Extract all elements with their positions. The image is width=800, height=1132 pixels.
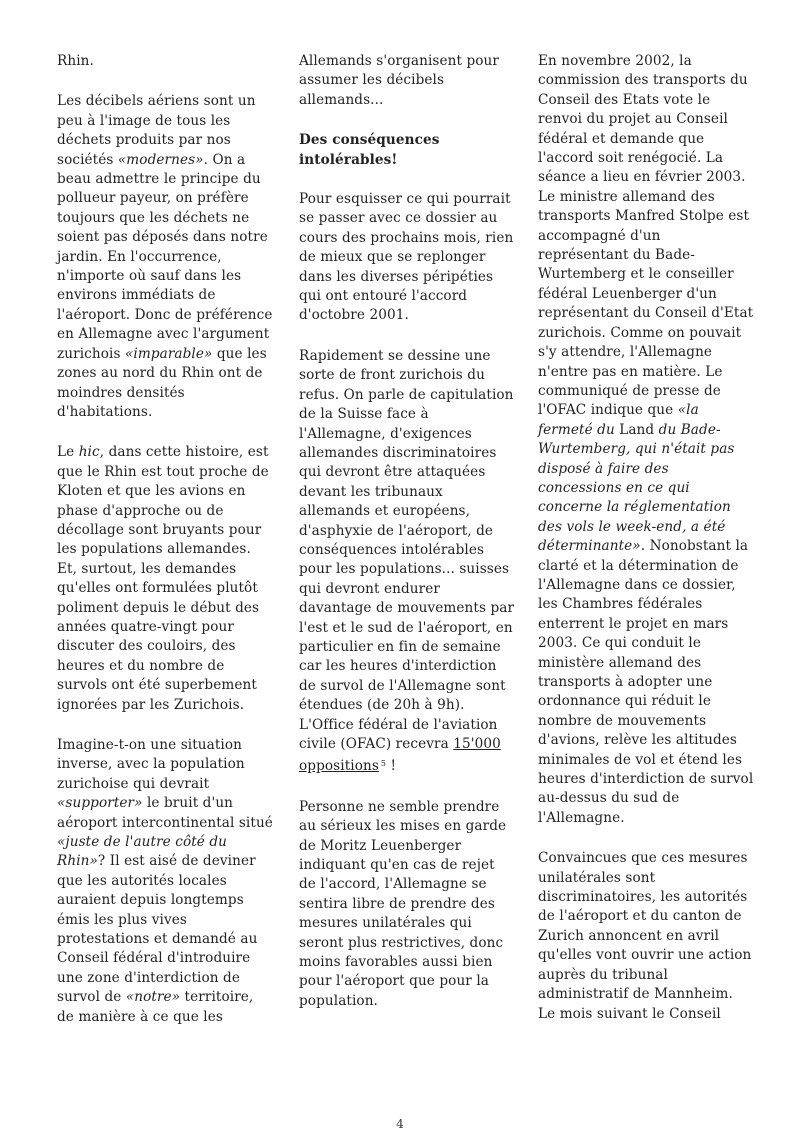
paragraph: Allemands s'organisent pour assumer les décibels allemands... bbox=[299, 53, 500, 108]
text-column-1 bbox=[57, 52, 273, 1048]
paragraph: Personne ne semble prendre au sérieux les mises en garde de Moritz Leuenberger indiquant qu'en cas de rejet de l'accord, l'Allemagne se sentira libre de prendre des mesures unilatérales qui seront plus restrictives, donc moins favorables aussi bien pour l'aéroport que pour la population. bbox=[299, 798, 507, 1009]
paragraph: Convaincues que ces mesures unilatérales sont discriminatoires, les autorités de l'aéroport et du canton de Zurich annoncent en avril qu'elles vont ouvrir une action auprès du tribunal administratif de Mannheim. Le mois suivant le Conseil bbox=[538, 850, 752, 1022]
paragraph: Rhin. bbox=[57, 53, 94, 69]
paragraph: Les décibels aériens sont un peu à l'image de tous les déchets produits par nos sociétés «modernes». On a beau admettre le principe du pollueur payeur, on préfère toujours que les déchets ne soient pas déposés dans notre jardin. En l'occurrence, n'importe où sauf dans les environs immédiats de l'aéroport. Donc de préférence en Allemagne avec l'argument zurichois «imparable» que les zones au nord du Rhin ont de moindres densités d'habitations. bbox=[57, 93, 273, 420]
paragraph: En novembre 2002, la commission des transports du Conseil des Etats vote le renvoi du projet au Conseil fédéral et demande que l'accord soit renégocié. La séance a lieu en février 2003. Le ministre allemand des transports Manfred Stolpe est accompagné d'un représentant du Bade-Wurtemberg et le conseiller fédéral Leuenberger d'un représentant du Conseil d'Etat zurichois. Comme on pouvait s'y attendre, l'Allemagne n'entre pas en matière. Le communiqué de presse de l'OFAC indique que «la fermeté du Land du Bade-Wurtemberg, qui n'était pas disposé à faire des concessions en ce qui concerne la réglementation des vols le week-end, a été déterminante». Nonobstant la clarté et la détermination de l'Allemagne dans ce dossier, les Chambres fédérales enterrent le projet en mars 2003. Ce qui conduit le ministère allemand des transports à adopter une ordonnance qui réduit le nombre de mouvements d'avions, relève les altitudes minimales de vol et étend les heures d'interdiction de survol au-dessus du sud de l'Allemagne. bbox=[538, 53, 754, 826]
text-column-2 bbox=[299, 52, 515, 1032]
footnote-ref[interactable]: 5 bbox=[380, 759, 387, 769]
paragraph: Imagine-t-on une situation inverse, avec la population zurichoise qui devrait «supporter» le bruit d'un aéroport intercontinental situé «juste de l'autre côté du Rhin»? Il est aisé de deviner que les autorités locales auraient depuis longtemps émis les plus vives protestations et demandé au Conseil fédéral d'introduire une zone d'interdiction de survol de «notre» territoire, de manière à ce que les bbox=[57, 737, 273, 1025]
paragraph: Le hic, dans cette histoire, est que le Rhin est tout proche de Kloten et que les avions en phase d'approche ou de décollage sont bruyants pour les populations allemandes. Et, surtout, les demandes qu'elles ont formulées plutôt poliment depuis le début des années quatre-vingt pour discuter des couloirs, des heures et du nombre de survols ont été superbement ignorées par les Zurichois. bbox=[57, 444, 269, 713]
section-heading: Des conséquences intolérables! bbox=[299, 132, 440, 168]
oppositions-link[interactable]: 15'000 oppositions bbox=[299, 736, 501, 775]
text-column-3 bbox=[538, 52, 754, 1045]
paragraph: Rapidement se dessine une sorte de front zurichois du refus. On parle de capitulation de la Suisse face à l'Allemagne, d'exigences allemandes discriminatoires qui devront être attaquées devant les tribunaux allemands et européens, d'asphyxie de l'aéroport, de conséquences intolérables pour les populations... suisses qui devront endurer davantage de mouvements par l'est et le sud de l'aéroport, en particulier en fin de semaine car les heures d'interdiction de survol de l'Allemagne sont étendues (de 20h à 9h). L'Office fédéral de l'aviation civile (OFAC) recevra 15'000 oppositions $^5$ ! bbox=[299, 347, 515, 775]
paragraph: Pour esquisser ce qui pourrait se passer avec ce dossier au cours des prochains mois, rien de mieux que se replonger dans les diverses péripéties qui ont entouré l'accord d'octobre 2001. bbox=[299, 191, 514, 324]
page-number: 4 bbox=[396, 1117, 404, 1131]
